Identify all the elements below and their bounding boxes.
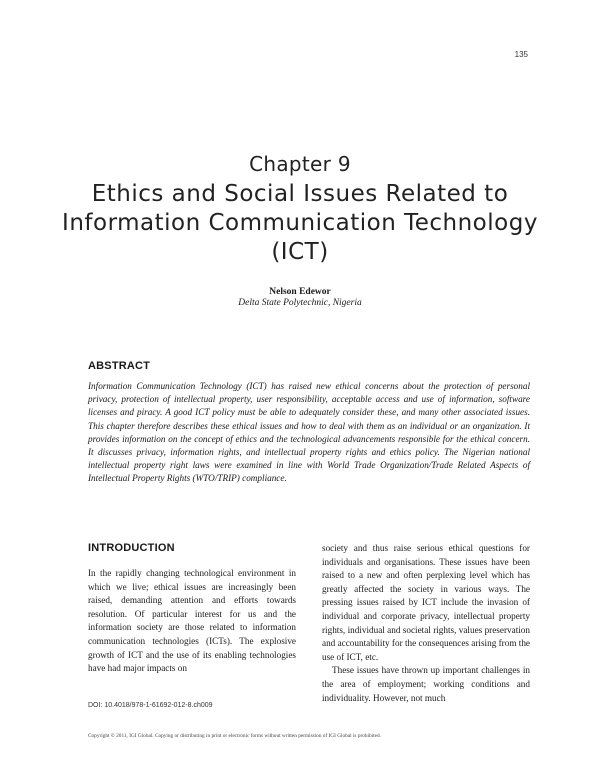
introduction-right-column <box>322 542 530 705</box>
introduction-left-column: In the rapidly changing technological environment in which we live; ethical issues are increasingly been raised, demanding attention and efforts towards resolution. Of particular interest for us and the information society are those related to information communication technologies (ICTs). The explosive growth of ICT and the use of its enabling technologies have had major impacts on <box>88 568 296 674</box>
introduction-heading: INTRODUCTION <box>88 542 175 554</box>
page-number: 135 <box>514 50 528 59</box>
doi-line: DOI: 10.4018/978-1-61692-012-8.ch009 <box>88 702 213 709</box>
copyright-notice: Copyright © 2011, IGI Global. Copying or distributing in print or electronic forms without written permission of IGI Global is prohibited. <box>88 733 381 739</box>
abstract-heading: ABSTRACT <box>88 360 151 372</box>
author-affiliation: Delta State Polytechnic, Nigeria <box>238 298 362 308</box>
chapter-title: Ethics and Social Issues Related to Information Communication Technology (ICT) <box>62 181 538 265</box>
abstract-text: Information Communication Technology (ICT) has raised new ethical concerns about the protection of personal privacy, protection of intellectual property, user responsibility, acceptable access and use of information, software licenses and piracy. A good ICT policy must be able to adequately consider these, and many other associated issues. This chapter therefore describes these ethical issues and how to deal with them as an individual or an organization. It provides information on the concept of ethics and the technological advancements responsible for the ethical concern. It discusses privacy, information rights, and intellectual property rights and ethics policy. The Nigerian national intellectual property right laws were examined in line with World Trade Organization/Trade Related Aspects of Intellectual Property Rights (WTO/TRIP) compliance. <box>88 381 530 484</box>
author-name: Nelson Edewor <box>269 287 331 297</box>
introduction-right-paragraph-1: society and thus raise serious ethical questions for individuals and organisations. These issues have been raised to a new and often perplexing level which has greatly affected the society in various ways. The pressing issues raised by ICT include the invasion of individual and corporate privacy, intellectual property rights, individual and societal rights, values preservation and accountability for the consequences arising from the use of ICT, etc. <box>322 543 530 662</box>
introduction-right-paragraph-2: These issues have thrown up important challenges in the area of employment; working conditions and individuality. However, not much <box>322 665 530 703</box>
chapter-label: Chapter 9 <box>249 152 351 176</box>
